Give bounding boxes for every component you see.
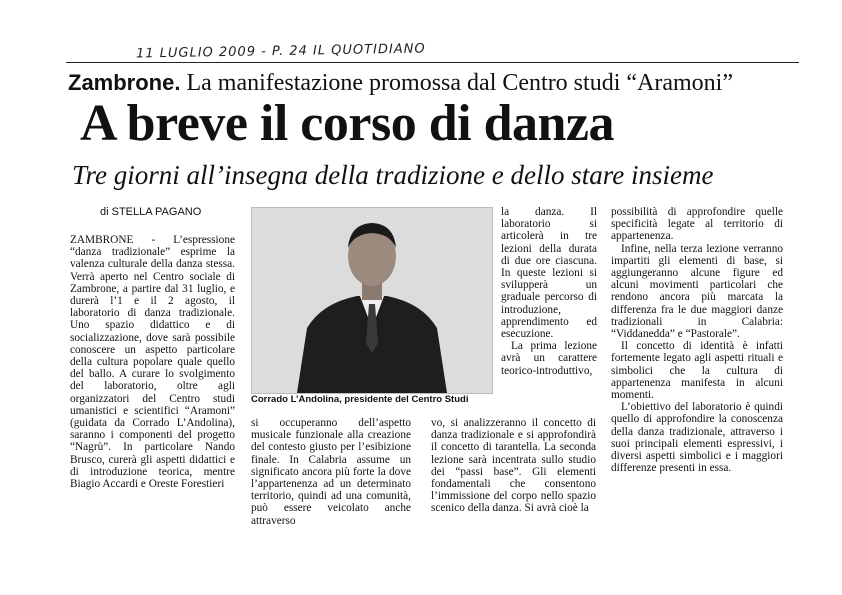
handwritten-date-note: 11 LUGLIO 2009 - P. 24 IL QUOTIDIANO xyxy=(135,41,426,62)
kicker xyxy=(68,70,733,97)
column-1-text: ZAMBRONE - L’espressione “danza tradizionale” esprime la valenza culturale della danza stessa. Verrà aperto nel Centro sociale di Zambrone, a partire dal 31 luglio, e durerà l’1 e il 2 agosto, il laboratorio di danza tradizionale. Uno spazio didattico e di socializzazione, dove sarà possibile conoscere un aspetto particolare della cultura popolare quale quello del ballo. A curare lo svolgimento del laboratorio, oltre agli organizzatori del Centro studi umanistici e scientifici “Aramoni” (guidata da Corrado L’Andolina), saranno i componenti del progetto “Nagrù”. In particolare Nando Brusco, curerà gli aspetti didattici e di introduzione teorica, mentre Biagio Accardi e Oreste Forestieri xyxy=(70,234,235,491)
column-5-paragraph-3: Il concetto di identità è infatti fortemente legato agli aspetti rituali e simbolici che la cultura di appartenenza manifesta in alcuni momenti. xyxy=(611,340,783,402)
article-column-5 xyxy=(611,206,783,474)
article-column-4 xyxy=(501,206,597,377)
portrait-photo xyxy=(251,207,493,394)
photo-caption: Corrado L’Andolina, presidente del Centro Studi xyxy=(251,394,469,405)
kicker-text: La manifestazione promossa dal Centro studi “Aramoni” xyxy=(186,70,733,96)
column-5-paragraph-4: L’obiettivo del laboratorio è quindi quello di approfondire la conoscenza della danza tradizionale, attraverso i suoi principali elementi espressivi, i diversi aspetti simbolici e i maggiori differenze presenti in essa. xyxy=(611,401,783,475)
column-4-paragraph-1: la danza. Il laboratorio si articolerà in tre lezioni della durata di due ore ciascuna. In queste lezioni si svilupperà un graduale percorso di introduzione, apprendimento ed esecuzione. xyxy=(501,206,597,341)
article-column-1 xyxy=(70,234,235,490)
column-4-paragraph-2: La prima lezione avrà un carattere teorico-introduttivo, xyxy=(501,340,597,377)
byline: di STELLA PAGANO xyxy=(100,206,202,218)
portrait-illustration xyxy=(252,208,492,393)
article-column-3 xyxy=(431,417,596,515)
headline: A breve il corso di danza xyxy=(80,95,614,152)
column-2-text: si occuperanno dell’aspetto musicale funzionale alla creazione del contesto giusto per l’esibizione finale. In Calabria assume un significato ancora più forte la dove l’appartenenza ad un determinato territorio, quindi ad una comunità, può essere veicolato anche attraverso xyxy=(251,417,411,527)
kicker-place: Zambrone. xyxy=(68,70,181,95)
column-5-paragraph-2: Infine, nella terza lezione verranno impartiti gli elementi di base, si aggiungeranno alcune figure ed alcuni movimenti particolari che rendono ancora più marcata la differenza fra le due maggiori danze tradizionali in Calabria: “Viddanedda” e “Pastorale”. xyxy=(611,242,783,341)
top-rule xyxy=(66,62,799,63)
subheadline: Tre giorni all’insegna della tradizione e dello stare insieme xyxy=(72,160,714,190)
column-3-text: vo, si analizzeranno il concetto di danza tradizionale e si approfondirà il concetto di tarantella. La seconda lezione sarà incentrata sullo studio dei “passi base”. Gli elementi fondamentali che consentono l’immissione del corpo nello spazio scenico della danza. Si avrà cioè la xyxy=(431,417,596,515)
column-5-paragraph-1: possibilità di approfondire quelle specificità legate al territorio di appartenenza. xyxy=(611,206,783,243)
article-column-2 xyxy=(251,417,411,527)
newspaper-clipping xyxy=(58,42,803,547)
